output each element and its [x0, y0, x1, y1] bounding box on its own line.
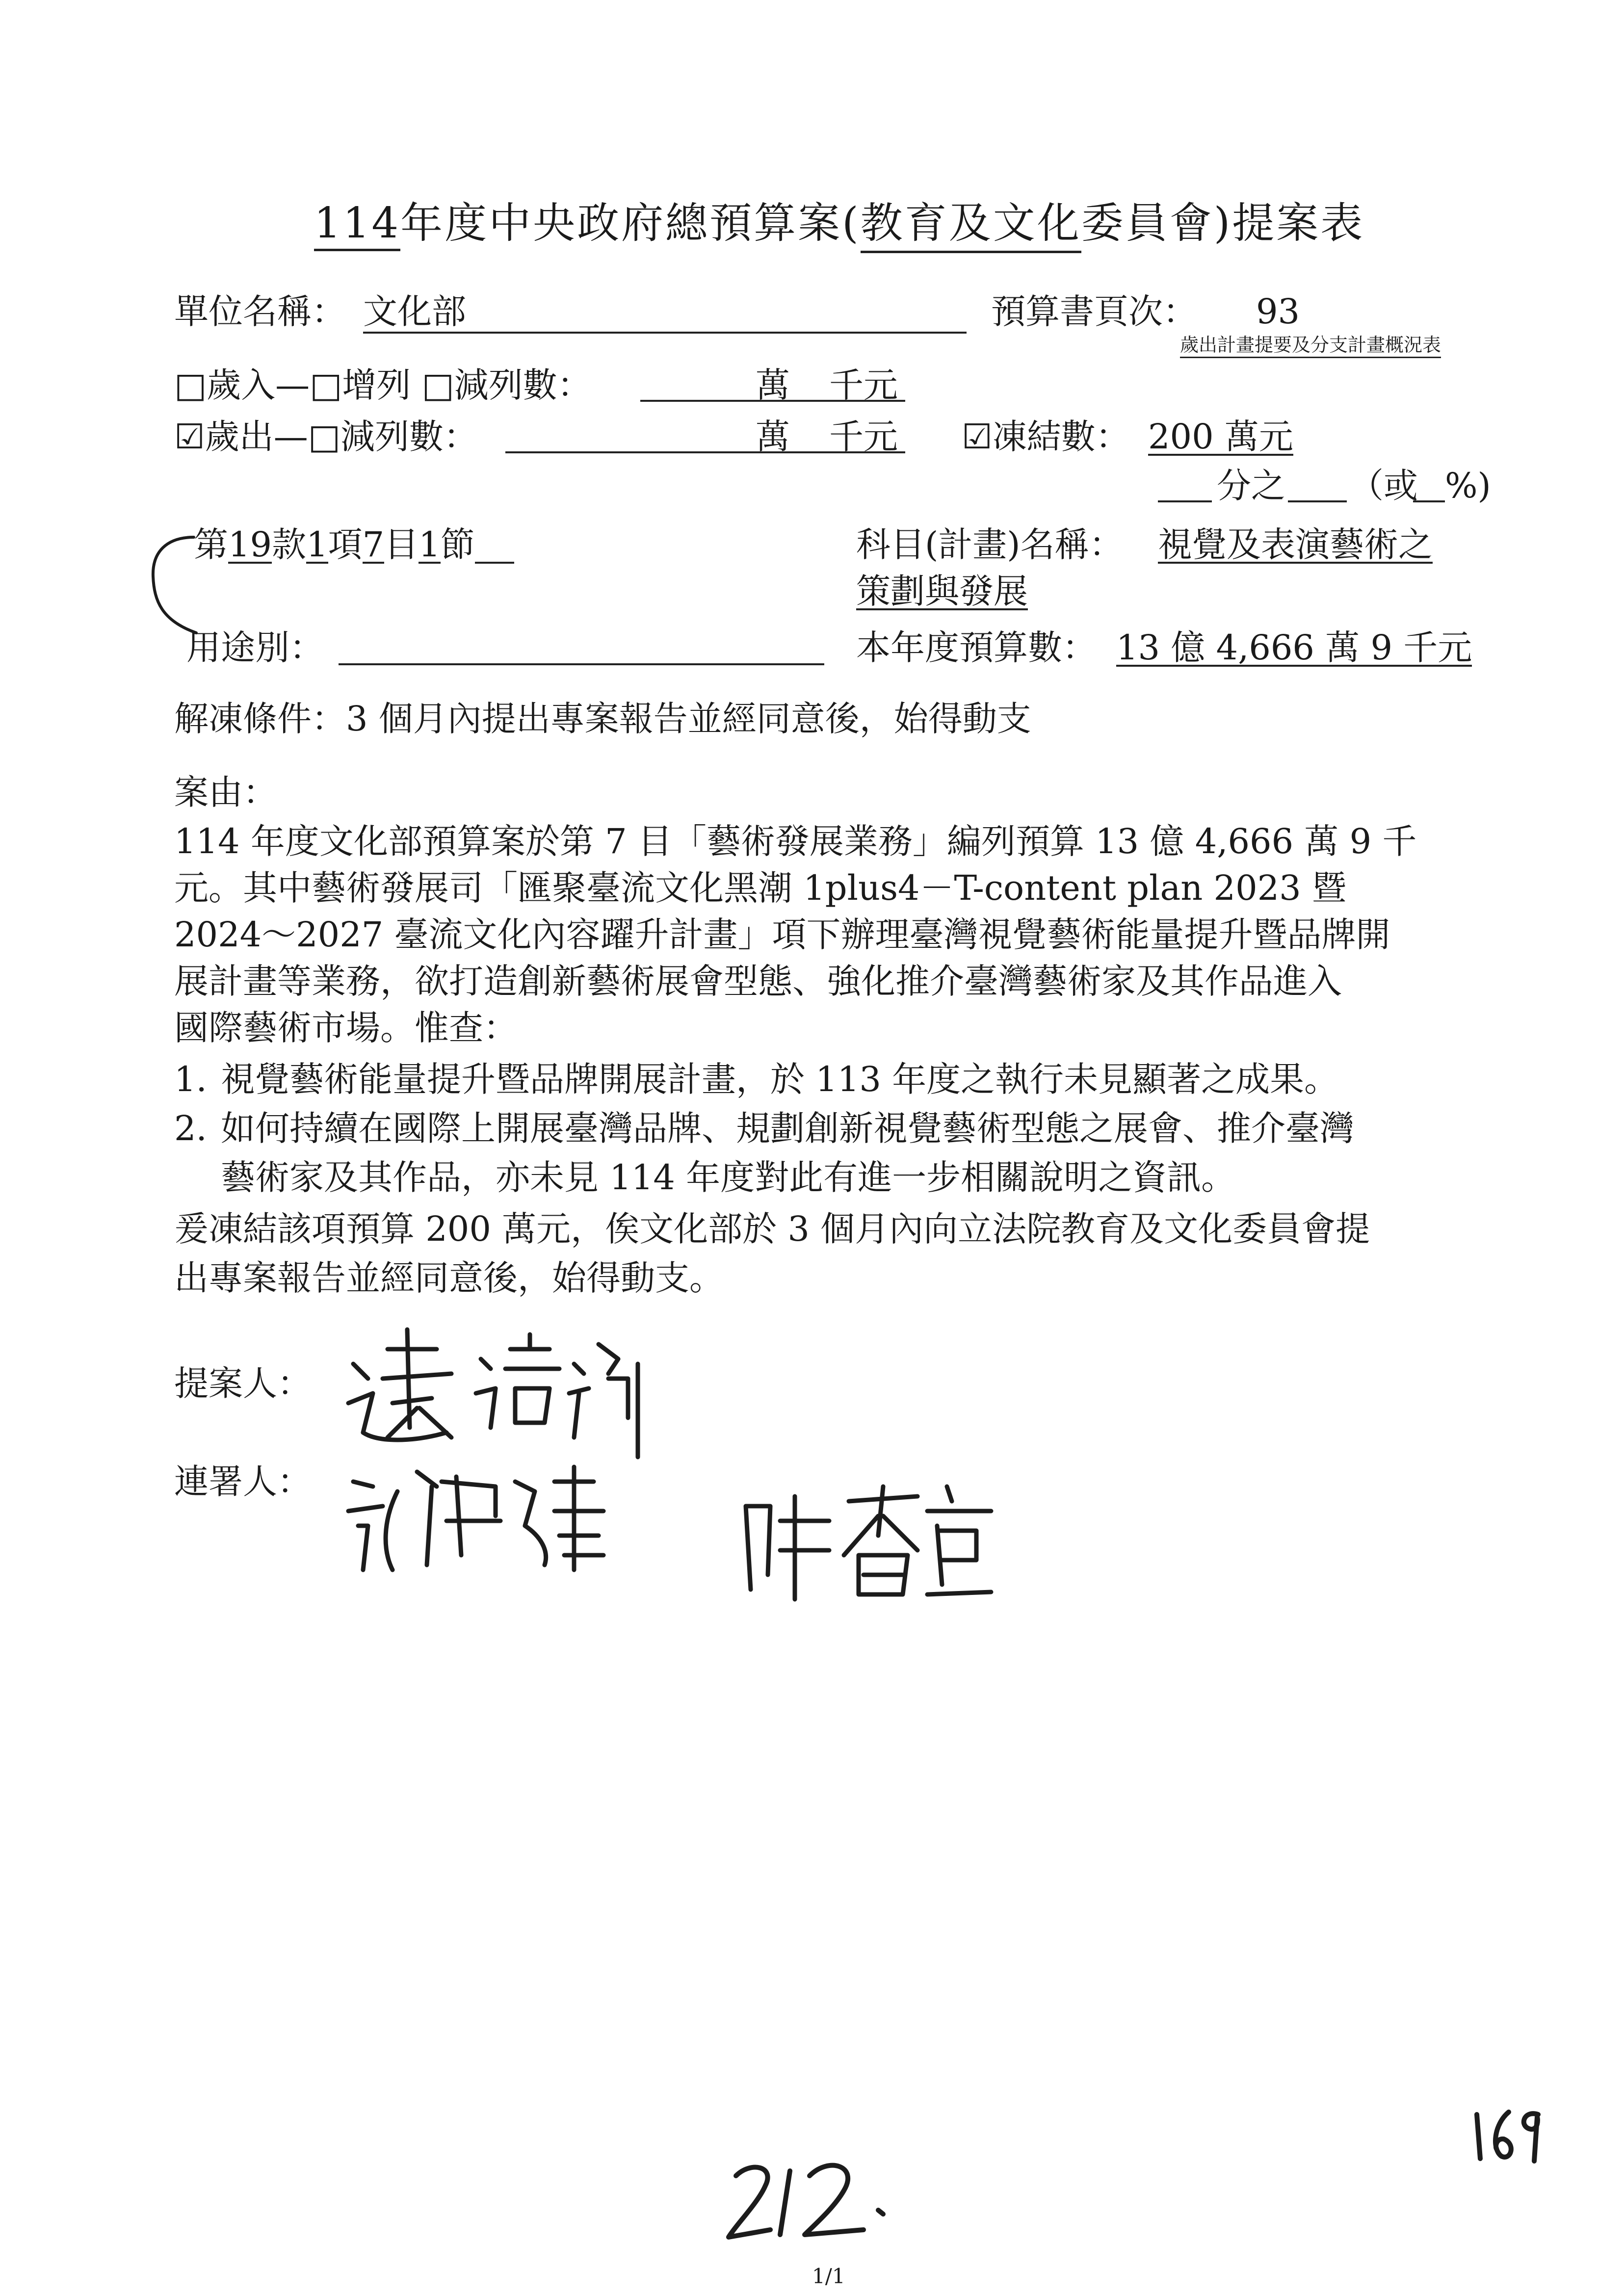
title-committee: 教育及文化 — [861, 189, 1081, 253]
fraction-text-1: 分之 — [1217, 466, 1285, 506]
page-number-label: 預算書頁次： — [991, 291, 1197, 332]
expense-line: ☑歲出—□減列數： — [174, 417, 478, 457]
reason-line: 展計畫等業務，欲打造創新藝術展會型態、強化推介臺灣藝術家及其作品進入 — [174, 961, 1342, 1001]
reason-label: 案由： — [174, 772, 277, 812]
freeze-value-text: 200 萬元 — [1148, 417, 1293, 457]
page-note-text: 歲出計畫提要及分支計畫概況表 — [1180, 330, 1441, 358]
fraction-blank-3 — [1413, 500, 1445, 502]
conclusion-line: 爰凍結該項預算 200 萬元，俟文化部於 3 個月內向立法院教育及文化委員會提 — [174, 1209, 1370, 1249]
ref-jie-value: 1 — [419, 524, 441, 565]
revenue-unit-qian: 千元 — [829, 365, 898, 405]
ref-trailing-blank — [475, 527, 514, 564]
page-title — [314, 189, 1364, 253]
reason-line: 國際藝術市場。惟查： — [174, 1008, 518, 1048]
conclusion-line: 出專案報告並經同意後，始得動支。 — [174, 1258, 724, 1298]
expense-unit-wan: 萬 — [756, 417, 790, 457]
reason-line: 元。其中藝術發展司「匯聚臺流文化黑潮 1plus4－T-content plan 2023 暨 — [174, 868, 1346, 908]
page-note — [1180, 330, 1441, 358]
reason-line: 114 年度文化部預算案於第 7 目「藝術發展業務」編列預算 13 億 4,666 萬 9 千 — [174, 821, 1417, 861]
fraction-blank-2 — [1288, 500, 1347, 502]
ref-mu-label: 目 — [384, 524, 419, 565]
item-number: 2. — [174, 1108, 207, 1148]
usage-label: 用途別： — [186, 627, 324, 668]
freeze-label: ☑凍結數： — [962, 417, 1130, 457]
this-year-value-text: 13 億 4,666 萬 9 千元 — [1116, 627, 1472, 668]
fraction-text-3: %) — [1445, 466, 1491, 506]
ref-di: 第 — [194, 524, 228, 565]
expense-unit-qian: 千元 — [829, 417, 898, 457]
revenue-line: □歲入—□增列 □減列數： — [174, 365, 592, 405]
cosigner-signature-2 — [731, 1477, 996, 1606]
ref-mu-value: 7 — [362, 524, 385, 565]
item-number: 1. — [174, 1059, 207, 1099]
freeze-value — [1148, 419, 1293, 456]
title-suffix: 委員會)提案表 — [1081, 199, 1365, 248]
reason-line: 2024～2027 臺流文化內容躍升計畫」項下辦理臺灣視覺藝術能量提升暨品牌開 — [174, 914, 1390, 955]
subject-value-line1: 視覺及表演藝術之 — [1158, 524, 1433, 565]
item-text: 如何持續在國際上開展臺灣品牌、規劃創新視覺藝術型態之展會、推介臺灣 — [221, 1108, 1354, 1148]
proposer-signature — [334, 1320, 648, 1464]
subject-value-2 — [856, 571, 1028, 611]
release-condition: 解凍條件：3 個月內提出專案報告並經同意後，始得動支 — [174, 699, 1031, 739]
ref-jie-label: 節 — [440, 524, 475, 565]
subject-value-1 — [1158, 524, 1433, 565]
page-number-value: 93 — [1256, 291, 1300, 332]
item-text: 藝術家及其作品，亦未見 114 年度對此有進一步相關說明之資訊。 — [221, 1157, 1236, 1198]
subject-label: 科目(計畫)名稱： — [856, 524, 1124, 565]
usage-blank — [339, 663, 824, 665]
fraction-blank-1 — [1158, 500, 1212, 502]
budget-reference — [194, 524, 514, 565]
handwritten-page-number-169 — [1469, 2105, 1543, 2170]
subject-value-line2: 策劃與發展 — [856, 571, 1028, 611]
fraction-text-2: （或 — [1349, 466, 1418, 506]
this-year-label: 本年度預算數： — [856, 627, 1097, 668]
handwritten-page-number-212 — [716, 2156, 893, 2246]
cosigner-label: 連署人： — [174, 1461, 312, 1502]
ref-kuan-value: 19 — [228, 524, 272, 565]
title-middle: 年度中央政府總預算案( — [400, 199, 861, 248]
ref-xiang-value: 1 — [306, 524, 328, 565]
cosigner-signature-1 — [339, 1452, 643, 1582]
ref-xiang-label: 項 — [328, 524, 363, 565]
revenue-unit-wan: 萬 — [756, 365, 790, 405]
unit-value-text: 文化部 — [363, 291, 466, 332]
page-footer: 1/1 — [812, 2264, 845, 2288]
title-year: 114 — [314, 199, 400, 251]
unit-value — [363, 291, 967, 334]
ref-kuan-label: 款 — [272, 524, 307, 565]
this-year-value — [1116, 627, 1472, 668]
unit-label: 單位名稱： — [174, 291, 346, 332]
item-text: 視覺藝術能量提升暨品牌開展計畫，於 113 年度之執行未見顯著之成果。 — [221, 1059, 1339, 1099]
proposer-label: 提案人： — [174, 1363, 312, 1404]
